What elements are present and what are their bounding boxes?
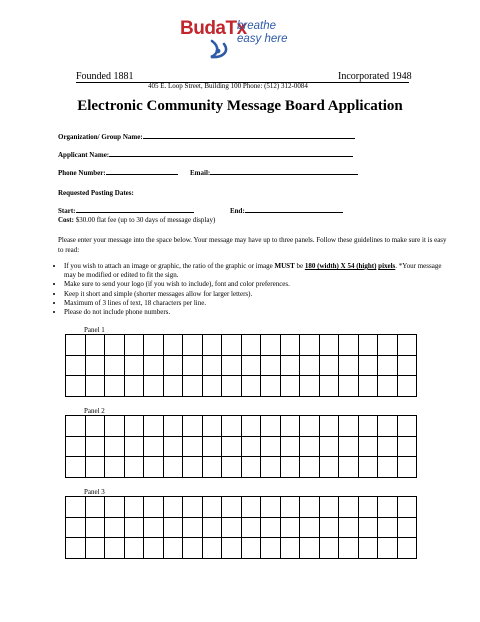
grid-cell[interactable] (66, 457, 86, 478)
grid-cell[interactable] (261, 376, 281, 397)
applicant-label: Applicant Name: (58, 151, 110, 159)
grid-cell[interactable] (66, 416, 86, 437)
grid-cell[interactable] (280, 457, 300, 478)
grid-cell[interactable] (397, 517, 417, 538)
grid-cell[interactable] (339, 497, 359, 518)
grid-cell[interactable] (378, 416, 398, 437)
grid-cell[interactable] (85, 497, 105, 518)
grid-cell[interactable] (319, 416, 339, 437)
grid-cell[interactable] (358, 538, 378, 559)
grid-cell[interactable] (222, 457, 242, 478)
grid-cell[interactable] (397, 457, 417, 478)
grid-cell[interactable] (105, 376, 125, 397)
grid-cell[interactable] (85, 416, 105, 437)
grid-cell[interactable] (261, 538, 281, 559)
grid-cell[interactable] (300, 517, 320, 538)
guideline-item: • Make sure to send your logo (if you wish to include), font and color preferences. (64, 280, 454, 289)
grid-cell[interactable] (319, 355, 339, 376)
grid-cell[interactable] (358, 517, 378, 538)
grid-cell[interactable] (144, 457, 164, 478)
grid-cell[interactable] (85, 376, 105, 397)
grid-cell[interactable] (339, 538, 359, 559)
grid-row (66, 416, 417, 437)
guideline-item: • Please do not include phone numbers. (64, 308, 454, 317)
grid-cell[interactable] (163, 355, 183, 376)
grid-cell[interactable] (163, 436, 183, 457)
grid-cell[interactable] (222, 436, 242, 457)
grid-cell[interactable] (105, 457, 125, 478)
grid-cell[interactable] (261, 335, 281, 356)
start-date-field[interactable] (76, 205, 194, 213)
grid-cell[interactable] (105, 517, 125, 538)
grid-cell[interactable] (319, 436, 339, 457)
cost-label: Cost: (58, 216, 74, 224)
grid-cell[interactable] (378, 457, 398, 478)
grid-cell[interactable] (300, 538, 320, 559)
grid-cell[interactable] (202, 376, 222, 397)
grid-cell[interactable] (183, 517, 203, 538)
grid-cell[interactable] (397, 436, 417, 457)
grid-cell[interactable] (339, 517, 359, 538)
grid-cell[interactable] (105, 335, 125, 356)
grid-row (66, 457, 417, 478)
grid-cell[interactable] (124, 416, 144, 437)
grid-cell[interactable] (202, 457, 222, 478)
cost-line (58, 216, 215, 226)
requested-dates-label (58, 182, 134, 200)
applicant-row (58, 144, 353, 162)
grid-cell[interactable] (358, 416, 378, 437)
grid-cell[interactable] (144, 497, 164, 518)
grid-cell[interactable] (339, 376, 359, 397)
cost-text: $30.00 flat fee (up to 30 days of message display) (75, 216, 216, 224)
end-date-field[interactable] (245, 205, 343, 213)
phone-row (58, 162, 178, 180)
grid-cell[interactable] (280, 355, 300, 376)
grid-row (66, 335, 417, 356)
grid-cell[interactable] (280, 497, 300, 518)
grid-cell[interactable] (144, 538, 164, 559)
grid-cell[interactable] (319, 517, 339, 538)
grid-cell[interactable] (241, 355, 261, 376)
grid-cell[interactable] (124, 376, 144, 397)
phone-label: Phone Number: (58, 169, 106, 177)
grid-cell[interactable] (183, 457, 203, 478)
grid-cell[interactable] (202, 355, 222, 376)
grid-cell[interactable] (397, 538, 417, 559)
grid-cell[interactable] (280, 416, 300, 437)
grid-cell[interactable] (280, 436, 300, 457)
grid-cell[interactable] (222, 376, 242, 397)
grid-cell[interactable] (378, 538, 398, 559)
grid-row (66, 436, 417, 457)
founded-text: Founded 1881 (76, 71, 134, 82)
grid-cell[interactable] (397, 355, 417, 376)
grid-cell[interactable] (261, 517, 281, 538)
grid-row (66, 376, 417, 397)
guideline-text-a: If you wish to attach an image or graphic, the ratio of the graphic or image (64, 262, 273, 270)
grid-cell[interactable] (124, 538, 144, 559)
panel-1-grid[interactable] (65, 334, 417, 397)
grid-cell[interactable] (222, 497, 242, 518)
grid-cell[interactable] (280, 517, 300, 538)
logo-tagline-2: easy here (237, 33, 288, 45)
guideline-must: MUST (274, 262, 295, 270)
grid-cell[interactable] (339, 436, 359, 457)
grid-cell[interactable] (378, 436, 398, 457)
grid-cell[interactable] (183, 538, 203, 559)
grid-cell[interactable] (241, 335, 261, 356)
logo-swoosh-icon (208, 38, 238, 60)
grid-cell[interactable] (261, 457, 281, 478)
grid-cell[interactable] (222, 416, 242, 437)
email-label: Email: (190, 169, 211, 177)
email-row (190, 162, 358, 180)
grid-cell[interactable] (280, 376, 300, 397)
guideline-text-b: . *Your message may be modified or edited to fit the sign. (64, 262, 442, 280)
grid-cell[interactable] (358, 436, 378, 457)
address-line: 405 E. Loop Street, Building 100 Phone: (512) 312-0084 (148, 82, 308, 90)
grid-cell[interactable] (358, 335, 378, 356)
grid-cell[interactable] (358, 355, 378, 376)
grid-row (66, 538, 417, 559)
grid-cell[interactable] (105, 538, 125, 559)
panel-3-label: Panel 3 (84, 488, 105, 496)
grid-cell[interactable] (85, 538, 105, 559)
panel-3-grid[interactable] (65, 496, 417, 559)
grid-cell[interactable] (319, 497, 339, 518)
grid-cell[interactable] (163, 416, 183, 437)
grid-cell[interactable] (300, 457, 320, 478)
logo-brand: BudaTx (180, 18, 247, 39)
requested-dates-text: Requested Posting Dates: (58, 189, 134, 197)
grid-cell[interactable] (183, 497, 203, 518)
organization-row (58, 126, 355, 144)
grid-cell[interactable] (241, 457, 261, 478)
grid-cell[interactable] (66, 517, 86, 538)
grid-cell[interactable] (378, 376, 398, 397)
grid-cell[interactable] (280, 538, 300, 559)
grid-cell[interactable] (85, 517, 105, 538)
instructions-text: Please enter your message into the space below. Your message may have up to three panels. Follow these guidelines to make sure it is easy to read: (58, 236, 447, 254)
grid-cell[interactable] (222, 335, 242, 356)
grid-cell[interactable] (124, 517, 144, 538)
grid-cell[interactable] (319, 376, 339, 397)
grid-row (66, 355, 417, 376)
grid-cell[interactable] (144, 335, 164, 356)
grid-cell[interactable] (378, 497, 398, 518)
grid-cell[interactable] (202, 517, 222, 538)
guideline-pixels: pixels (378, 262, 396, 270)
guideline-image-ratio (64, 262, 454, 280)
grid-cell[interactable] (280, 335, 300, 356)
grid-cell[interactable] (339, 416, 359, 437)
grid-cell[interactable] (66, 335, 86, 356)
guidelines-list (50, 262, 454, 317)
logo-tagline-1: breathe (237, 20, 277, 32)
grid-cell[interactable] (144, 517, 164, 538)
grid-cell[interactable] (222, 517, 242, 538)
grid-cell[interactable] (183, 376, 203, 397)
grid-cell[interactable] (241, 376, 261, 397)
grid-cell[interactable] (144, 355, 164, 376)
grid-cell[interactable] (339, 457, 359, 478)
grid-cell[interactable] (163, 538, 183, 559)
grid-cell[interactable] (358, 457, 378, 478)
grid-cell[interactable] (85, 457, 105, 478)
grid-cell[interactable] (163, 376, 183, 397)
grid-row (66, 517, 417, 538)
end-label: End: (230, 207, 245, 215)
end-row (230, 200, 343, 218)
grid-cell[interactable] (124, 436, 144, 457)
panel-2-label: Panel 2 (84, 407, 105, 415)
grid-cell[interactable] (300, 355, 320, 376)
guideline-item: • Keep it short and simple (shorter messages allow for larger letters). (64, 290, 454, 299)
grid-cell[interactable] (319, 538, 339, 559)
grid-cell[interactable] (319, 457, 339, 478)
grid-cell[interactable] (241, 538, 261, 559)
guideline-be: be (296, 262, 304, 270)
grid-cell[interactable] (66, 436, 86, 457)
grid-cell[interactable] (202, 335, 222, 356)
grid-cell[interactable] (183, 436, 203, 457)
grid-cell[interactable] (85, 355, 105, 376)
grid-cell[interactable] (300, 335, 320, 356)
grid-cell[interactable] (222, 538, 242, 559)
grid-cell[interactable] (300, 436, 320, 457)
grid-cell[interactable] (241, 436, 261, 457)
grid-cell[interactable] (85, 436, 105, 457)
grid-cell[interactable] (163, 457, 183, 478)
grid-cell[interactable] (358, 497, 378, 518)
email-field[interactable] (210, 167, 358, 175)
grid-cell[interactable] (222, 355, 242, 376)
grid-cell[interactable] (66, 497, 86, 518)
grid-cell[interactable] (319, 335, 339, 356)
grid-cell[interactable] (241, 416, 261, 437)
applicant-field[interactable] (109, 149, 353, 157)
guideline-size: 180 (width) X 54 (hight) (304, 262, 377, 270)
grid-cell[interactable] (124, 355, 144, 376)
grid-cell[interactable] (339, 335, 359, 356)
grid-cell[interactable] (202, 416, 222, 437)
guideline-item: • Maximum of 3 lines of text, 18 characters per line. (64, 299, 454, 308)
grid-cell[interactable] (144, 416, 164, 437)
grid-cell[interactable] (378, 517, 398, 538)
grid-cell[interactable] (202, 436, 222, 457)
panel-1-label: Panel 1 (84, 326, 105, 334)
grid-cell[interactable] (183, 335, 203, 356)
grid-cell[interactable] (105, 497, 125, 518)
grid-cell[interactable] (66, 355, 86, 376)
grid-cell[interactable] (261, 355, 281, 376)
grid-cell[interactable] (397, 497, 417, 518)
grid-cell[interactable] (144, 376, 164, 397)
start-label: Start: (58, 207, 76, 215)
grid-cell[interactable] (202, 538, 222, 559)
grid-cell[interactable] (397, 416, 417, 437)
grid-cell[interactable] (105, 355, 125, 376)
incorporated-text: Incorporated 1948 (338, 71, 412, 82)
budatx-logo (180, 16, 310, 60)
grid-cell[interactable] (124, 497, 144, 518)
organization-label: Organization/ Group Name: (58, 133, 143, 141)
grid-cell[interactable] (339, 355, 359, 376)
grid-cell[interactable] (397, 376, 417, 397)
grid-cell[interactable] (261, 436, 281, 457)
grid-cell[interactable] (66, 538, 86, 559)
grid-cell[interactable] (300, 497, 320, 518)
grid-cell[interactable] (300, 376, 320, 397)
grid-cell[interactable] (85, 335, 105, 356)
grid-cell[interactable] (105, 436, 125, 457)
grid-cell[interactable] (378, 335, 398, 356)
grid-cell[interactable] (124, 457, 144, 478)
grid-cell[interactable] (105, 416, 125, 437)
grid-cell[interactable] (183, 416, 203, 437)
grid-cell[interactable] (241, 517, 261, 538)
grid-cell[interactable] (397, 335, 417, 356)
grid-cell[interactable] (378, 355, 398, 376)
phone-field[interactable] (106, 167, 178, 175)
grid-cell[interactable] (66, 376, 86, 397)
grid-cell[interactable] (144, 436, 164, 457)
page-title: Electronic Community Message Board Application (77, 98, 403, 114)
grid-cell[interactable] (124, 335, 144, 356)
grid-cell[interactable] (183, 355, 203, 376)
grid-cell[interactable] (261, 497, 281, 518)
grid-cell[interactable] (163, 335, 183, 356)
organization-field[interactable] (143, 131, 355, 139)
grid-cell[interactable] (163, 517, 183, 538)
grid-cell[interactable] (163, 497, 183, 518)
grid-cell[interactable] (358, 376, 378, 397)
grid-row (66, 497, 417, 518)
panel-2-grid[interactable] (65, 415, 417, 478)
grid-cell[interactable] (261, 416, 281, 437)
grid-cell[interactable] (241, 497, 261, 518)
grid-cell[interactable] (300, 416, 320, 437)
grid-cell[interactable] (202, 497, 222, 518)
